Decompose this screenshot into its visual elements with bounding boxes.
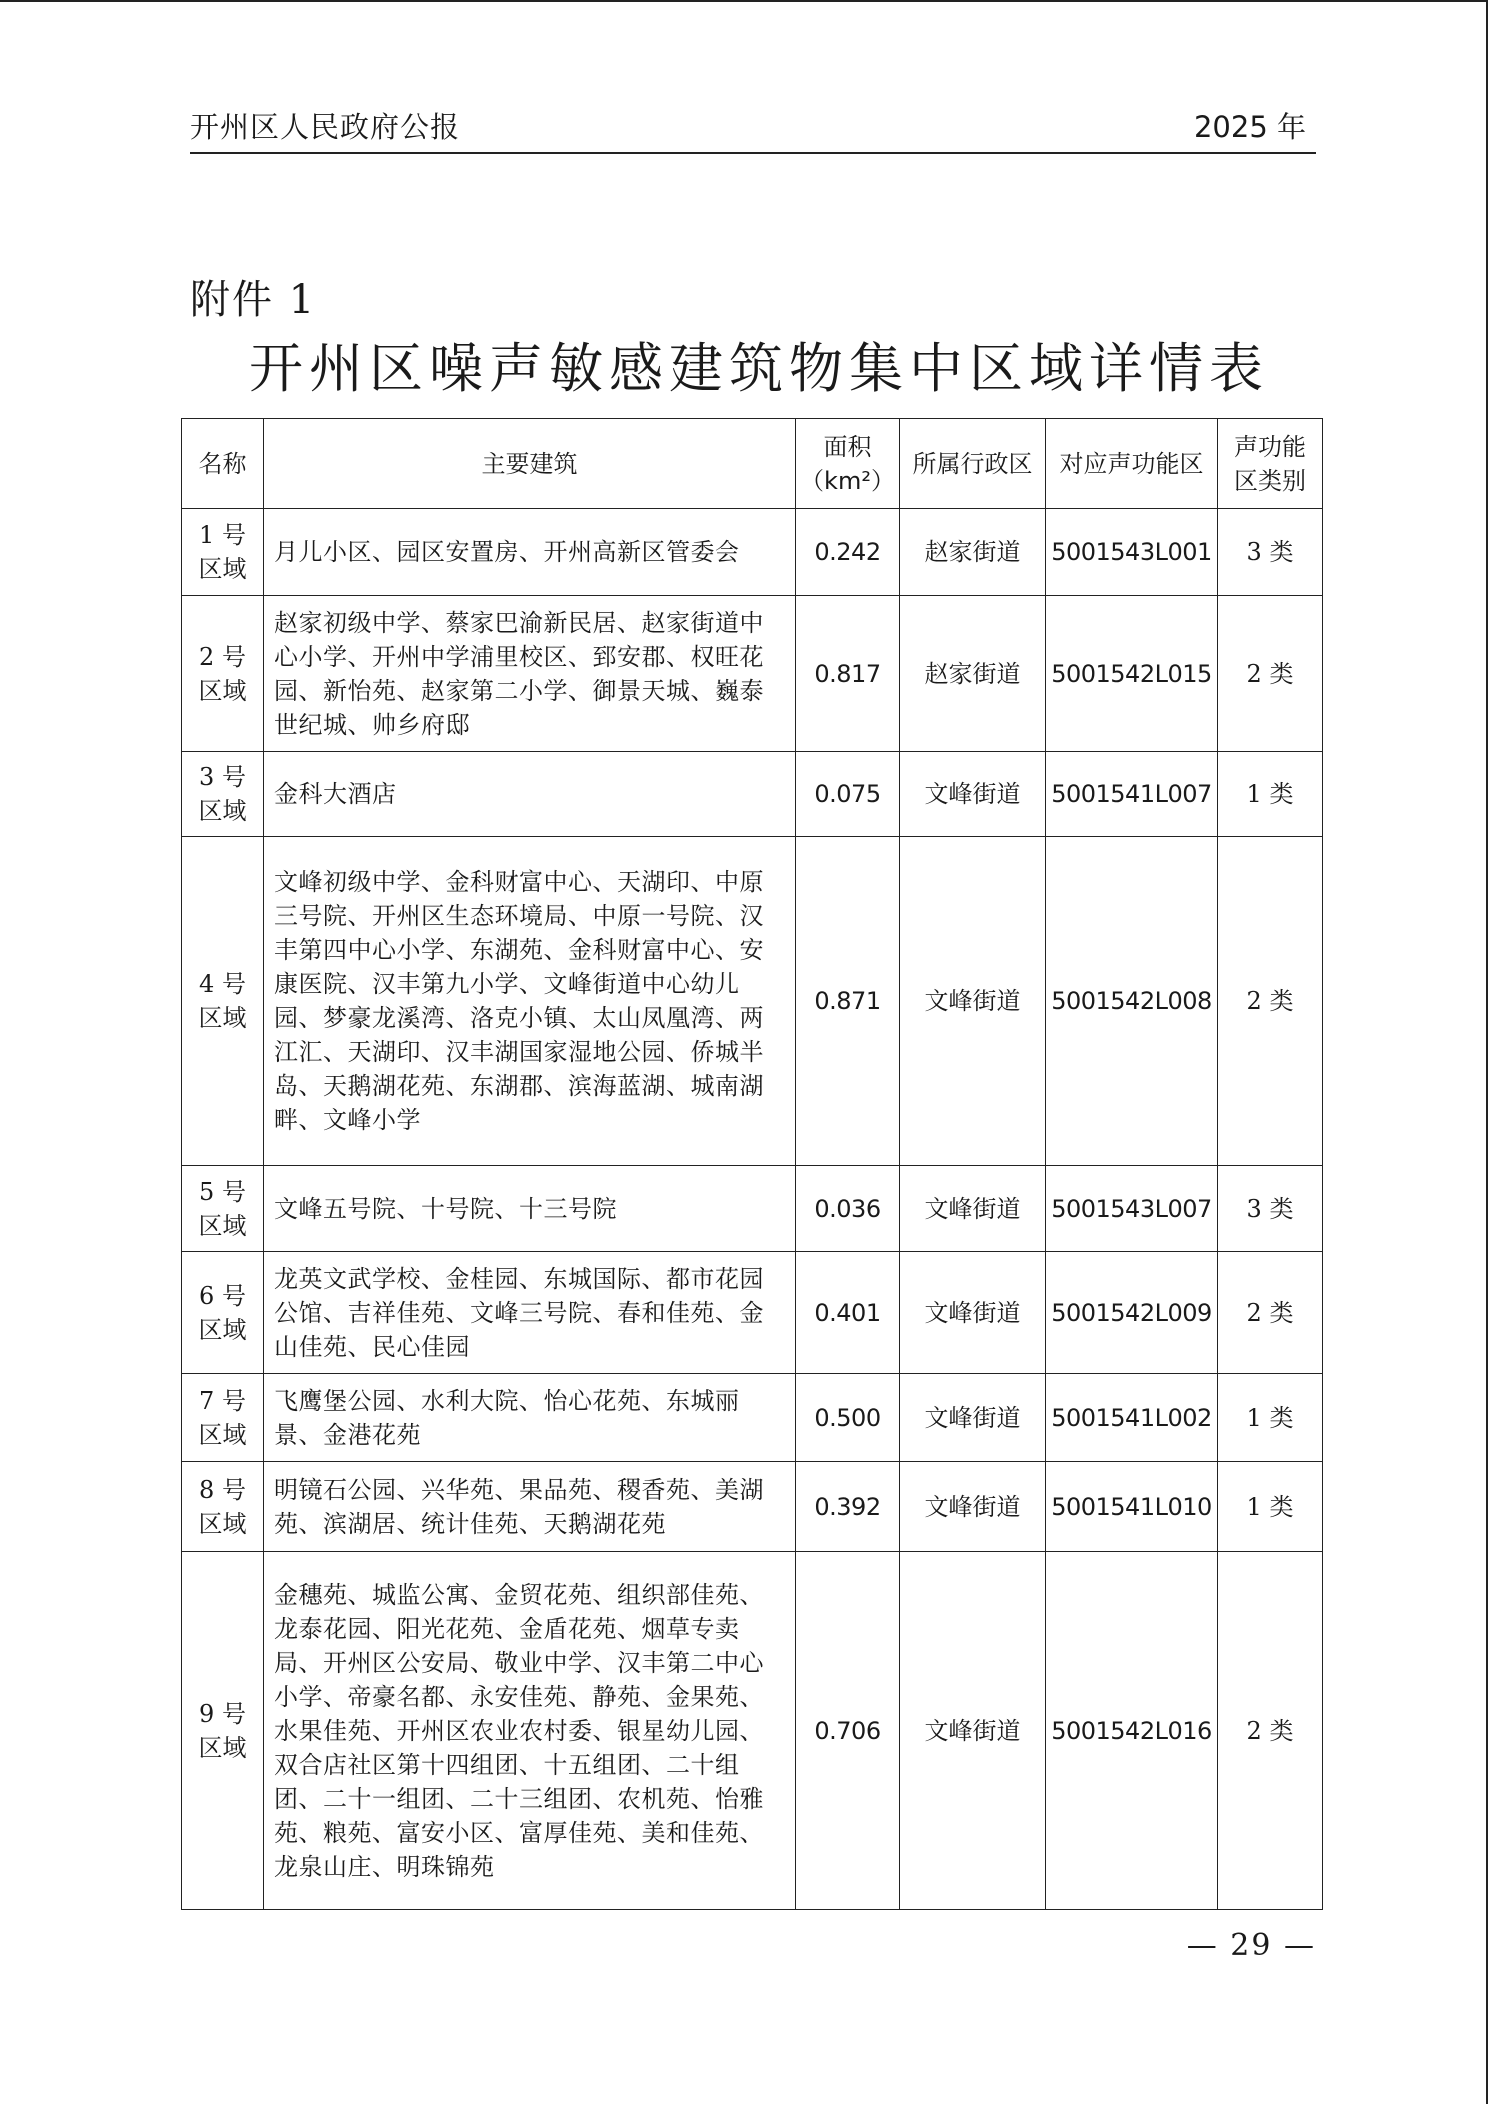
row-class: 2 类: [1218, 596, 1323, 752]
table-row: [182, 1374, 1323, 1462]
page-number: — 29 —: [1186, 1928, 1316, 1963]
row-class: 3 类: [1218, 1166, 1323, 1252]
row-name: 5 号 区域: [182, 1166, 264, 1252]
row-zone: 5001542L016: [1046, 1552, 1218, 1910]
row-area: 0.871: [796, 837, 900, 1166]
header-class: 声功能 区类别: [1218, 419, 1323, 509]
table-row: [182, 596, 1323, 752]
document-title: 开州区噪声敏感建筑物集中区域详情表: [249, 337, 1269, 400]
row-district: 文峰街道: [900, 752, 1046, 837]
row-name: 1 号 区域: [182, 509, 264, 596]
table-row: [182, 752, 1323, 837]
attachment-label: 附件 1: [190, 277, 317, 323]
row-class: 3 类: [1218, 509, 1323, 596]
row-zone: 5001543L001: [1046, 509, 1218, 596]
table-row: [182, 1462, 1323, 1552]
row-district: 文峰街道: [900, 1552, 1046, 1910]
row-buildings: 明镜石公园、兴华苑、果品苑、稷香苑、美湖苑、滨湖居、统计佳苑、天鹅湖花苑: [264, 1462, 796, 1552]
header-zone: 对应声功能区: [1046, 419, 1218, 509]
row-district: 文峰街道: [900, 1374, 1046, 1462]
row-area: 0.075: [796, 752, 900, 837]
row-class: 2 类: [1218, 837, 1323, 1166]
row-buildings: 赵家初级中学、蔡家巴渝新民居、赵家街道中心小学、开州中学浦里校区、郅安郡、权旺花园、新怡苑、赵家第二小学、御景天城、巍泰世纪城、帅乡府邸: [264, 596, 796, 752]
table-header-row: [182, 419, 1323, 509]
row-area: 0.242: [796, 509, 900, 596]
publication-name: 开州区人民政府公报: [190, 110, 461, 144]
row-district: 赵家街道: [900, 509, 1046, 596]
row-buildings: 金穗苑、城监公寓、金贸花苑、组织部佳苑、龙泰花园、阳光花苑、金盾花苑、烟草专卖局、开州区公安局、敬业中学、汉丰第二中心小学、帝豪名都、永安佳苑、静苑、金果苑、水果佳苑、开州区农业农村委、银星幼儿园、双合店社区第十四组团、十五组团、二十组团、二十一组团、二十三组团、农机苑、怡雅苑、粮苑、富安小区、富厚佳苑、美和佳苑、龙泉山庄、明珠锦苑: [264, 1552, 796, 1910]
row-area: 0.817: [796, 596, 900, 752]
table-row: [182, 837, 1323, 1166]
row-district: 赵家街道: [900, 596, 1046, 752]
header-name: 名称: [182, 419, 264, 509]
row-name: 9 号 区域: [182, 1552, 264, 1910]
header-buildings: 主要建筑: [264, 419, 796, 509]
row-area: 0.392: [796, 1462, 900, 1552]
row-name: 2 号 区域: [182, 596, 264, 752]
row-zone: 5001542L015: [1046, 596, 1218, 752]
row-district: 文峰街道: [900, 1462, 1046, 1552]
row-district: 文峰街道: [900, 837, 1046, 1166]
row-area: 0.401: [796, 1252, 900, 1374]
row-district: 文峰街道: [900, 1252, 1046, 1374]
row-buildings: 龙英文武学校、金桂园、东城国际、都市花园公馆、吉祥佳苑、文峰三号院、春和佳苑、金山佳苑、民心佳园: [264, 1252, 796, 1374]
table-row: [182, 509, 1323, 596]
row-name: 6 号 区域: [182, 1252, 264, 1374]
row-name: 3 号 区域: [182, 752, 264, 837]
row-class: 1 类: [1218, 1462, 1323, 1552]
row-buildings: 月儿小区、园区安置房、开州高新区管委会: [264, 509, 796, 596]
row-class: 1 类: [1218, 1374, 1323, 1462]
row-zone: 5001541L010: [1046, 1462, 1218, 1552]
running-header: [190, 108, 1316, 154]
row-class: 1 类: [1218, 752, 1323, 837]
row-buildings: 飞鹰堡公园、水利大院、怡心花苑、东城丽景、金港花苑: [264, 1374, 796, 1462]
row-zone: 5001542L009: [1046, 1252, 1218, 1374]
header-district: 所属行政区: [900, 419, 1046, 509]
table-row: [182, 1252, 1323, 1374]
row-name: 4 号 区域: [182, 837, 264, 1166]
row-area: 0.500: [796, 1374, 900, 1462]
row-zone: 5001541L007: [1046, 752, 1218, 837]
row-buildings: 文峰初级中学、金科财富中心、天湖印、中原三号院、开州区生态环境局、中原一号院、汉丰第四中心小学、东湖苑、金科财富中心、安康医院、汉丰第九小学、文峰街道中心幼儿园、梦豪龙溪湾、洛克小镇、太山凤凰湾、两江汇、天湖印、汉丰湖国家湿地公园、侨城半岛、天鹅湖花苑、东湖郡、滨海蓝湖、城南湖畔、文峰小学: [264, 837, 796, 1166]
row-buildings: 金科大酒店: [264, 752, 796, 837]
row-zone: 5001541L002: [1046, 1374, 1218, 1462]
row-area: 0.036: [796, 1166, 900, 1252]
noise-areas-table: [181, 418, 1323, 1910]
page-border-top: [0, 0, 1488, 2]
row-area: 0.706: [796, 1552, 900, 1910]
publication-year: 2025 年: [1193, 110, 1306, 144]
row-class: 2 类: [1218, 1552, 1323, 1910]
row-district: 文峰街道: [900, 1166, 1046, 1252]
row-name: 7 号 区域: [182, 1374, 264, 1462]
row-buildings: 文峰五号院、十号院、十三号院: [264, 1166, 796, 1252]
row-zone: 5001542L008: [1046, 837, 1218, 1166]
table-row: [182, 1166, 1323, 1252]
row-class: 2 类: [1218, 1252, 1323, 1374]
row-name: 8 号 区域: [182, 1462, 264, 1552]
row-zone: 5001543L007: [1046, 1166, 1218, 1252]
table-row: [182, 1552, 1323, 1910]
header-area: 面积 （km²）: [796, 419, 900, 509]
